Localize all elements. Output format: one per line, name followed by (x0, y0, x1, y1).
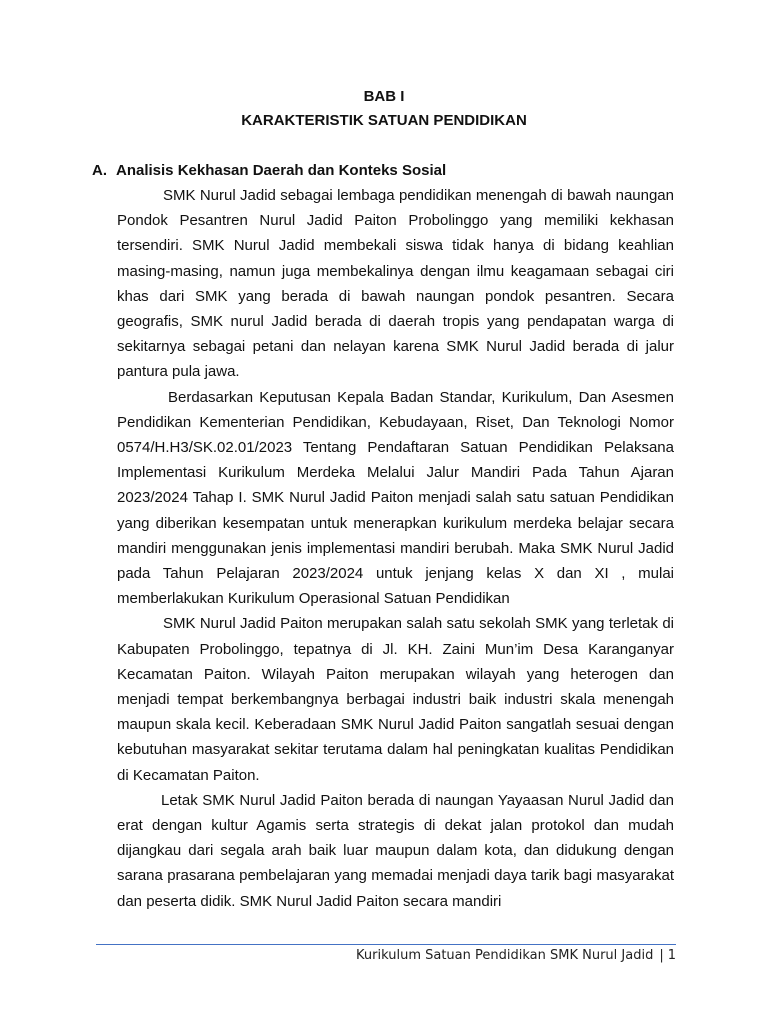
section-heading (92, 162, 446, 179)
chapter-title: KARAKTERISTIK SATUAN PENDIDIKAN (241, 112, 527, 129)
section-title: Analisis Kekhasan Daerah dan Konteks Sosial (116, 162, 447, 179)
section-letter: A. (92, 162, 107, 179)
body-text (117, 183, 674, 914)
footer-separator: | (659, 948, 664, 963)
page-footer (356, 948, 676, 963)
page-number: 1 (667, 948, 676, 963)
paragraph: Letak SMK Nurul Jadid Paiton berada di naungan Yayaasan Nurul Jadid dan erat dengan kultur Agamis serta strategis di dekat jalan protokol dan mudah dijangkau dari segala arah baik luar maupun dalam kota, dan didukung dengan sarana prasarana pembelajaran yang memadai menjadi daya tarik bagi masyarakat dan peserta didik. SMK Nurul Jadid Paiton secara mandiri (117, 791, 674, 910)
paragraph: SMK Nurul Jadid Paiton merupakan salah satu sekolah SMK yang terletak di Kabupaten Probolinggo, tepatnya di Jl. KH. Zaini Mun’im Desa Karanganyar Kecamatan Paiton. Wilayah Paiton merupakan wilayah yang heterogen dan menjadi tempat berkembangnya berbagai industri baik industri skala menengah maupun skala kecil. Keberadaan SMK Nurul Jadid Paiton sangatlah sesuai dengan kebutuhan masyarakat sekitar terutama dalam hal peningkatan kualitas Pendidikan di Kecamatan Paiton. (117, 615, 674, 784)
footer-divider (96, 944, 676, 945)
footer-title: Kurikulum Satuan Pendidikan SMK Nurul Jadid (356, 948, 654, 963)
chapter-label: BAB I (363, 88, 405, 105)
paragraph: SMK Nurul Jadid sebagai lembaga pendidikan menengah di bawah naungan Pondok Pesantren Nurul Jadid Paiton Probolinggo yang memiliki kekhasan tersendiri. SMK Nurul Jadid membekali siswa tidak hanya di bidang keahlian masing-masing, namun juga membekalinya dengan ilmu keagamaan sebagai ciri khas dari SMK yang berada di bawah naungan pondok pesantren. Secara geografis, SMK nurul Jadid berada di daerah tropis yang pendapatan warga di sekitarnya sebagai petani dan nelayan karena SMK Nurul Jadid berada di jalur pantura pula jawa. (117, 187, 674, 381)
paragraph: Berdasarkan Keputusan Kepala Badan Standar, Kurikulum, Dan Asesmen Pendidikan Kementerian Pendidikan, Kebudayaan, Riset, Dan Teknologi Nomor 0574/H.H3/SK.02.01/2023 Tentang Pendaftaran Satuan Pendidikan Pelaksana Implementasi Kurikulum Merdeka Melalui Jalur Mandiri Pada Tahun Ajaran 2023/2024 Tahap I. SMK Nurul Jadid Paiton menjadi salah satu satuan Pendidikan yang diberikan kesempatan untuk menerapkan kurikulum merdeka belajar secara mandiri menggunakan jenis implementasi mandiri berubah. Maka SMK Nurul Jadid pada Tahun Pelajaran 2023/2024 untuk jenjang kelas X dan XI , mulai memberlakukan Kurikulum Operasional Satuan Pendidikan (117, 388, 674, 608)
